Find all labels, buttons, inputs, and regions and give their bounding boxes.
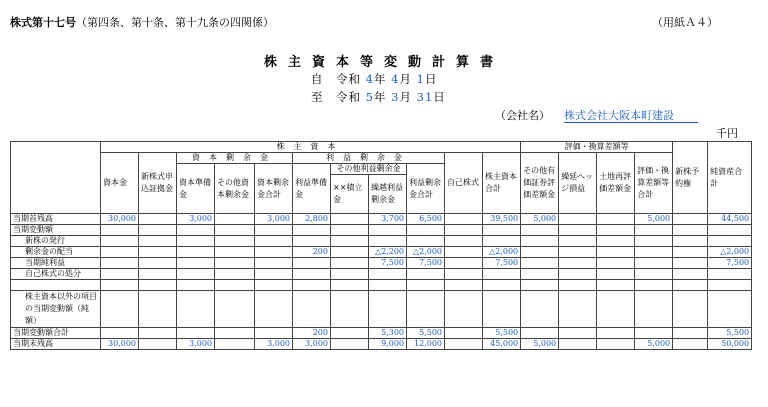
cell-value [293,280,331,291]
table-row [11,258,752,269]
cell-value [255,247,293,258]
header-carried-forward: 繰越利益剰余金 [369,175,407,214]
period-to [311,89,446,105]
cell-value: 5,000 [635,339,673,350]
row-label [11,280,101,291]
cell-value [255,269,293,280]
cell-value [215,328,255,339]
cell-value [635,258,673,269]
cell-value [521,236,559,247]
header-legal-reserve: 利益準備金 [293,164,331,214]
cell-value [597,280,635,291]
unit-label: 千円 [716,127,738,140]
year-unit: 年 [373,90,387,104]
cell-value [708,291,752,328]
cell-value [445,214,483,225]
cell-value [177,291,215,328]
cell-value: 5,000 [635,214,673,225]
cell-value [521,328,559,339]
table-row [11,269,752,280]
cell-value [255,236,293,247]
company-label: （会社名） [495,109,550,122]
row-label: 当期変動額 [11,225,101,236]
cell-value [293,258,331,269]
cell-value [597,247,635,258]
cell-value [293,291,331,328]
cell-value [483,291,521,328]
cell-value [255,291,293,328]
cell-value: 5,300 [369,328,407,339]
cell-value [445,247,483,258]
cell-value [673,291,708,328]
cell-value [215,280,255,291]
header-deferred-hedge: 繰延ヘッジ損益 [559,153,597,214]
cell-value [483,280,521,291]
cell-value [635,247,673,258]
cell-value [139,247,177,258]
cell-value [331,225,369,236]
cell-value [483,269,521,280]
cell-value [369,280,407,291]
form-number [10,14,274,30]
cell-value [559,339,597,350]
cell-value [255,258,293,269]
cell-value [635,225,673,236]
cell-value [101,247,139,258]
header-row-1 [11,142,752,153]
header-subscription-rights: 新株予約権 [673,142,708,214]
cell-value [293,225,331,236]
cell-value [215,269,255,280]
cell-value: 5,500 [483,328,521,339]
cell-value [331,280,369,291]
cell-value [597,339,635,350]
cell-value: 3,000 [255,214,293,225]
cell-value [483,225,521,236]
header-blank [11,142,101,214]
day-unit: 日 [433,90,446,104]
cell-value [101,225,139,236]
cell-value [177,328,215,339]
document-title: 株主資本等変動計算書 [263,55,504,70]
cell-value: 7,500 [369,258,407,269]
cell-value: 200 [293,247,331,258]
cell-value [445,339,483,350]
cell-value [673,258,708,269]
cell-value: 2,800 [293,214,331,225]
cell-value [673,280,708,291]
period-to-month: 3 [391,90,400,104]
cell-value [407,236,445,247]
cell-value [635,280,673,291]
table-row [11,280,752,291]
cell-value [597,258,635,269]
cell-value: 50,000 [708,339,752,350]
cell-value [215,214,255,225]
cell-value: 3,000 [293,339,331,350]
cell-value [708,236,752,247]
cell-value [101,328,139,339]
cell-value [597,328,635,339]
cell-value: 12,000 [407,339,445,350]
cell-value [101,280,139,291]
cell-value [331,214,369,225]
row-label: 当期純利益 [11,258,101,269]
cell-value [255,225,293,236]
cell-value: 45,000 [483,339,521,350]
cell-value [673,214,708,225]
cell-value: 30,000 [101,214,139,225]
cell-value [101,236,139,247]
cell-value [673,269,708,280]
cell-value [177,225,215,236]
cell-value [445,280,483,291]
cell-value [445,269,483,280]
cell-value [635,291,673,328]
cell-value: 3,000 [177,339,215,350]
cell-value [255,328,293,339]
header-retained-earnings: 利益剰余金 [293,153,445,164]
cell-value: 3,700 [369,214,407,225]
header-other-capital-surplus: その他資本剰余金 [215,164,255,214]
cell-value [139,214,177,225]
row-label: 当期変動額合計 [11,328,101,339]
table-row [11,328,752,339]
cell-value [215,258,255,269]
cell-value [673,247,708,258]
cell-value [369,225,407,236]
cell-value [521,225,559,236]
row-label: 新株の発行 [11,236,101,247]
cell-value [293,269,331,280]
cell-value [445,236,483,247]
period-from-year: 4 [365,72,374,86]
header-other-retained: その他利益剰余金 [331,164,407,175]
cell-value [559,280,597,291]
cell-value [139,280,177,291]
header-shareholders-equity: 株主資本 [101,142,521,153]
cell-value [177,280,215,291]
cell-value [177,236,215,247]
company-name: 株式会社大阪本町建設 [564,109,698,123]
cell-value: 30,000 [101,339,139,350]
cell-value: 5,500 [708,328,752,339]
cell-value [177,258,215,269]
month-unit: 月 [399,72,412,86]
cell-value: 7,500 [407,258,445,269]
cell-value [708,280,752,291]
header-land-revaluation: 土地再評価差額金 [597,153,635,214]
cell-value [521,258,559,269]
cell-value [407,280,445,291]
cell-value [597,236,635,247]
cell-value [708,269,752,280]
cell-value [101,258,139,269]
cell-value: 3,000 [177,214,215,225]
row-label: 剰余金の配当 [11,247,101,258]
cell-value [293,236,331,247]
cell-value [597,291,635,328]
cell-value: 9,000 [369,339,407,350]
header-valuation-total: 評価・換算差額等合計 [635,153,673,214]
cell-value [331,328,369,339]
cell-value [215,225,255,236]
cell-value [139,328,177,339]
row-label: 自己株式の処分 [11,269,101,280]
cell-value: △2,200 [369,247,407,258]
cell-value [215,236,255,247]
period-from-day: 1 [416,72,425,86]
cell-value [483,236,521,247]
cell-value [559,236,597,247]
cell-value [635,328,673,339]
cell-value [255,280,293,291]
cell-value: 5,500 [407,328,445,339]
cell-value [139,291,177,328]
header-capital: 資本金 [101,153,139,214]
period-to-prefix: 至 令和 [311,90,361,104]
cell-value [177,269,215,280]
cell-value [673,236,708,247]
cell-value [597,269,635,280]
cell-value [101,291,139,328]
form-number-label: 株式第十七号 [10,16,76,29]
cell-value [673,339,708,350]
header-securities-valuation: その他有価証券評価差額金 [521,153,559,214]
period-from [311,71,437,87]
period-from-prefix: 自 令和 [311,72,361,86]
cell-value [101,269,139,280]
header-treasury-stock: 自己株式 [445,153,483,214]
cell-value [597,225,635,236]
cell-value [559,291,597,328]
cell-value: 200 [293,328,331,339]
period-from-month: 4 [391,72,400,86]
form-reference: （第四条、第十条、第十九条の四関係） [76,16,274,29]
cell-value [407,225,445,236]
cell-value: 7,500 [483,258,521,269]
header-xx-reserve: ××積立金 [331,175,369,214]
paper-size: （用紙Ａ４） [652,16,718,29]
row-label: 当期末残高 [11,339,101,350]
table-row [11,247,752,258]
cell-value [331,258,369,269]
cell-value [139,236,177,247]
cell-value [331,339,369,350]
header-valuation: 評価・換算差額等 [521,142,673,153]
cell-value: △2,000 [483,247,521,258]
cell-value: 5,000 [521,339,559,350]
cell-value [521,280,559,291]
header-row-2 [11,153,752,164]
day-unit: 日 [424,72,438,86]
cell-value [445,291,483,328]
cell-value [331,247,369,258]
cell-value: 3,000 [255,339,293,350]
cell-value [597,214,635,225]
cell-value [331,236,369,247]
cell-value [215,339,255,350]
header-net-assets-total: 純資産合計 [708,142,752,214]
period-to-day: 31 [416,90,434,104]
table-row [11,291,752,328]
cell-value: 44,500 [708,214,752,225]
cell-value [521,269,559,280]
cell-value: 7,500 [708,258,752,269]
table-row [11,225,752,236]
cell-value [521,247,559,258]
table-row [11,236,752,247]
cell-value [635,269,673,280]
header-capital-reserve: 資本準備金 [177,164,215,214]
table-body [11,214,752,350]
cell-value [177,247,215,258]
month-unit: 月 [399,90,412,104]
table-row [11,339,752,350]
cell-value: △2,000 [708,247,752,258]
cell-value [708,225,752,236]
cell-value [559,269,597,280]
cell-value: △2,000 [407,247,445,258]
cell-value [331,269,369,280]
cell-value [139,269,177,280]
cell-value [559,225,597,236]
header-capital-surplus: 資本剰余金 [177,153,293,164]
cell-value [369,291,407,328]
cell-value [407,269,445,280]
header-retained-total: 利益剰余金合計 [407,164,445,214]
row-label: 株主資本以外の項目の当期変動額（純額） [11,291,101,328]
cell-value [331,291,369,328]
header-capital-surplus-total: 資本剰余金合計 [255,164,293,214]
cell-value [635,236,673,247]
header-new-share-deposit: 新株式申込証拠金 [139,153,177,214]
cell-value [215,247,255,258]
table-row [11,214,752,225]
cell-value [215,291,255,328]
cell-value [139,258,177,269]
statement-table [10,141,752,350]
cell-value [521,291,559,328]
cell-value [369,236,407,247]
cell-value: 6,500 [407,214,445,225]
row-label: 当期首残高 [11,214,101,225]
cell-value [673,225,708,236]
year-unit: 年 [373,72,387,86]
cell-value [445,328,483,339]
cell-value [559,247,597,258]
cell-value: 5,000 [521,214,559,225]
cell-value [445,225,483,236]
cell-value [369,269,407,280]
company-line [495,107,698,123]
cell-value: 39,500 [483,214,521,225]
header-shareholders-total: 株主資本合計 [483,153,521,214]
period-to-year: 5 [365,90,374,104]
cell-value [673,328,708,339]
cell-value [559,214,597,225]
cell-value [139,225,177,236]
cell-value [559,258,597,269]
cell-value [139,339,177,350]
cell-value [445,258,483,269]
cell-value [559,328,597,339]
cell-value [407,291,445,328]
